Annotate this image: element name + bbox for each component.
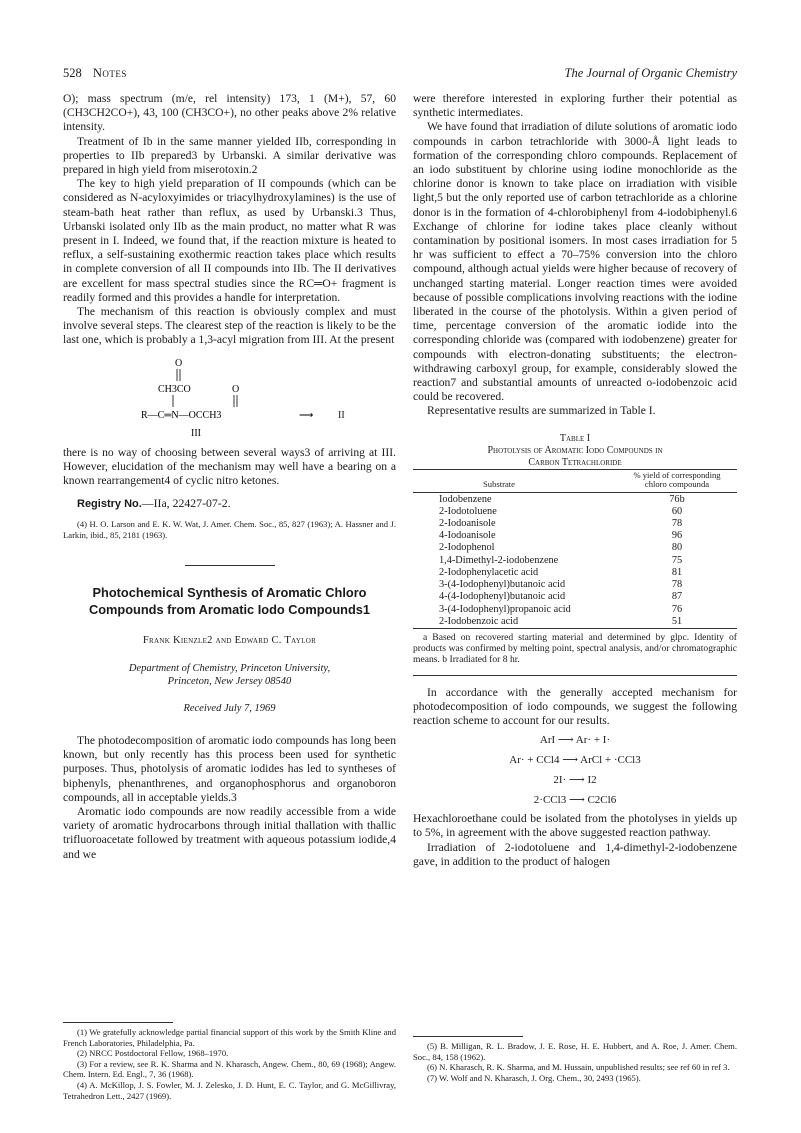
structure-product: II [338,409,345,421]
left-footnotes [63,1014,396,1101]
scheme-step-4: 2·CCl3 ⟶ C2Cl6 [533,794,617,807]
footnote-2: (2) NRCC Postdoctoral Fellow, 1968–1970. [77,1048,229,1059]
row-yield: 81 [671,566,683,578]
footnote-4: (4) A. McKillop, J. S. Fowler, M. J. Zelesko, J. D. Hunt, E. C. Taylor, and G. McGillivray, Tetrahedron Lett., 2427 (1969). [63,1079,396,1101]
table-caption [413,433,737,469]
left-paragraph-1: O); mass spectrum (m/e, rel intensity) 173, 1 (M+), 57, 60 (CH3CH2CO+), 43, 100 (CH3CO+), no other peaks above 2% relative intensity. [63,92,396,134]
footnote-3: (3) For a review, see R. K. Sharma and N. Kharasch, Angew. Chem., 80, 69 (1968); Angew. Chem. Intern. Ed. Engl., 7, 36 (1968). [63,1058,396,1080]
footnote-4-top: (4) H. O. Larson and E. K. W. Wat, J. Amer. Chem. Soc., 85, 827 (1963); A. Hassner and J. Larkin, ibid., 85, 2181 (1963). [63,519,396,541]
affiliation-line-2: Princeton, New Jersey 08540 [167,675,292,687]
article-authors: Frank Kienzle2 and Edward C. Taylor [142,634,317,646]
right-paragraph-3: Representative results are summarized in Table I. [427,404,656,418]
row-yield: 75 [671,554,683,566]
section-name: Notes [92,66,127,80]
row-yield: 60 [671,505,683,517]
running-header [63,66,737,84]
structure-label: III [191,427,201,439]
row-yield: 78 [671,518,683,530]
registry-value: —IIa, 22427-07-2. [141,496,231,511]
right-footnotes [413,1028,737,1083]
row-substrate: 4-(4-Iodophenyl)butanoic acid [439,591,566,603]
row-yield: 78 [671,579,683,591]
footnote-7: (7) W. Wolf and N. Kharasch, J. Org. Chem., 30, 2493 (1965). [427,1072,641,1083]
structure-o-top: O [175,357,183,369]
right-paragraph-2: We have found that irradiation of dilute solutions of aromatic iodo compounds in carbon tetrachloride with 3000-Å light leads to formation of the corresponding chloro compounds. Replacement of an iodo substituent by chlorine using iodine monochloride as the chlorine donor is known to take place on irradiation with visible light,5 but the only reported use of carbon tetrachloride as a chlorine donor is in the formation of 4-chlorobiphenyl from 4-iodobiphenyl.6 Exchange of chlorine for iodine takes place cleanly without contamination by positional isomers. In most cases irradiation for 5 hr was sufficient to effect a 70–75% conversion into the chloro compound, although actual yields were higher because of recovery of unchanged starting material. Longer reaction times were avoided because of possible complications involving reactions with the iodine liberated in the course of the photolysis. Within a given period of time, percentage conversion of the aromatic iodide into the corresponding chloride was (compared with iodobenzene) greater for compounds with electron-donating substituents; the electron-withdrawing carboxyl group, for example, considerably slowed the reaction7 and substantial amounts of unreacted o-iodobenzoic acid could be recovered. [413,120,737,404]
article-separator [185,565,275,566]
left-paragraph-7: Aromatic iodo compounds are now readily accessible from a wide variety of aromatic hydrocarbons through initial thallation with thallic trifluoroacetate followed by treatment with aqueous potassium iodide,4 and we [63,805,396,861]
right-column [413,92,737,869]
footnote-1: (1) We gratefully acknowledge partial financial support of this work by the Smith Kline and French Laboratories, Philadelphia, Pa. [63,1027,396,1048]
header-left [63,66,127,81]
right-paragraph-1: were therefore interested in exploring further their potential as synthetic intermediates. [413,92,737,120]
right-paragraph-6: Irradiation of 2-iodotoluene and 1,4-dimethyl-2-iodobenzene gave, in addition to the product of halogen [413,840,737,868]
row-substrate: 2-Iodophenol [439,542,495,554]
left-paragraph-5: there is no way of choosing between several ways3 of arriving at III. However, elucidation of the mechanism may well have a bearing on a known rearrangement4 of cyclic nitro ketones. [63,445,396,488]
col-header-substrate: Substrate [483,479,515,490]
table-row [413,567,737,579]
left-paragraph-4: The mechanism of this reaction is obviously complex and must involve several steps. The clearest step of the reaction is likely to be the last one, which is probably a 1,3-acyl migration from III. At the present [63,305,396,347]
row-substrate: 2-Iodobenzoic acid [439,615,519,627]
left-paragraph-6: The photodecomposition of aromatic iodo compounds has long been known, but only recently has this process been used for synthetic purposes. Thus, photolysis of aromatic iodides has led to syntheses of biphenyls, phenanthrenes, and organophosphorus and organoboron compounds, all in acceptable yields.3 [63,734,396,804]
registry-label: Registry No. [77,498,142,511]
received-date: Received July 7, 1969 [183,702,276,714]
row-substrate: Iodobenzene [439,493,492,505]
col-header-yield [617,471,737,493]
table-row [413,616,737,629]
row-yield: 76 [671,603,683,615]
structure-drawing [63,354,314,442]
row-yield: 76b [669,493,685,505]
article-affiliation [63,662,396,688]
structure-arrow: ⟶ [299,409,314,421]
footnote-6: (6) N. Kharasch, R. K. Sharma, and M. Hussain, unpublished results; see ref 60 in ref 3. [427,1062,730,1073]
row-yield: 80 [671,542,683,554]
scheme-step-3: 2I· ⟶ I2 [553,774,597,787]
registry-number [63,496,396,511]
article-title [63,584,396,618]
table-row [413,591,737,603]
footnote-5: (5) B. Milligan, R. L. Bradow, J. E. Rose, H. E. Hubbert, and A. Roe, J. Amer. Chem. Soc., 84, 158 (1962). [413,1041,737,1062]
article-title-line-1: Photochemical Synthesis of Aromatic Chloro [92,584,367,600]
row-substrate: 2-Iodotoluene [439,505,497,517]
right-paragraph-5: Hexachloroethane could be isolated from the photolyses in yields up to 5%, in agreement with the above suggested reaction pathway. [413,812,737,840]
left-paragraph-3: The key to high yield preparation of II compounds (which can be considered as N-acyloxyimides or triacylhydroxylamines) is the use of steam-bath heat rather than reflux, as used by Urbanski.3 Thus, Urbanski isolated only IIb as the main product, no matter what R was present in I. Indeed, we found that, if the reaction mixture is heated to reflux, a self-sustaining exothermic reaction takes place which results in complete conversion of all II compounds into IIb. The II derivatives are excellent for mass spectral studies since the RC═O+ fragment is readily formed and this provides a handle for interpretation. [63,177,396,304]
journal-name: The Journal of Organic Chemistry [564,66,737,80]
row-substrate: 4-Iodoanisole [439,530,496,542]
row-yield: 87 [671,591,683,603]
scheme-step-2: Ar· + CCl4 ⟶ ArCl + ·CCl3 [509,754,641,767]
row-yield: 51 [671,615,683,627]
row-substrate: 3-(4-Iodophenyl)propanoic acid [439,603,571,615]
scheme-step-1: ArI ⟶ Ar· + I· [539,734,611,747]
row-substrate: 3-(4-Iodophenyl)butanoic acid [439,579,566,591]
table-label: Table I [559,432,591,444]
table-separator [413,675,737,676]
col-header-yield-1: % yield of corresponding [633,469,721,480]
footnote-rule-right [413,1036,523,1037]
chemical-structure-iii [63,354,396,442]
table-row [413,494,737,506]
table-title-line-2: Carbon Tetrachloride [528,456,622,468]
reaction-scheme [413,730,737,810]
row-substrate: 2-Iodophenylacetic acid [439,566,539,578]
page-number: 528 [63,66,82,80]
results-table [413,469,737,630]
table-row [413,530,737,542]
left-column [63,92,396,862]
row-yield: 96 [671,530,683,542]
table-row [413,604,737,616]
structure-chain: R—C═N—OCCH3 [141,409,222,421]
structure-ch3co: CH3CO [158,383,191,395]
row-substrate: 1,4-Dimethyl-2-iodobenzene [439,554,559,566]
col-header-yield-2: chloro compounda [644,479,710,490]
table-row [413,518,737,530]
right-paragraph-4: In accordance with the generally accepted mechanism for photodecomposition of iodo compounds, we suggest the following reaction scheme to account for our results. [413,685,737,727]
left-paragraph-2: Treatment of Ib in the same manner yielded IIb, corresponding in properties to IIb prepared3 by Urbanski. A similar derivative was prepared in high yield from miserotoxin.2 [63,134,396,177]
table-row [413,555,737,567]
article-title-line-2: Compounds from Aromatic Iodo Compounds1 [88,601,371,617]
row-substrate: 2-Iodoanisole [439,518,496,530]
affiliation-line-1: Department of Chemistry, Princeton University, [128,662,331,674]
table-row [413,506,737,518]
table-footnote: a Based on recovered starting material and determined by glpc. Identity of products was confirmed by melting point, spectral analysis, and/or chromatographic means. b Irradiated for 8 hr. [413,631,737,666]
table-title-line-1: Photolysis of Aromatic Iodo Compounds in [487,444,663,456]
footnote-rule-left [63,1022,173,1023]
table-row [413,579,737,591]
table-row [413,542,737,554]
structure-o-mid: O [232,383,240,395]
